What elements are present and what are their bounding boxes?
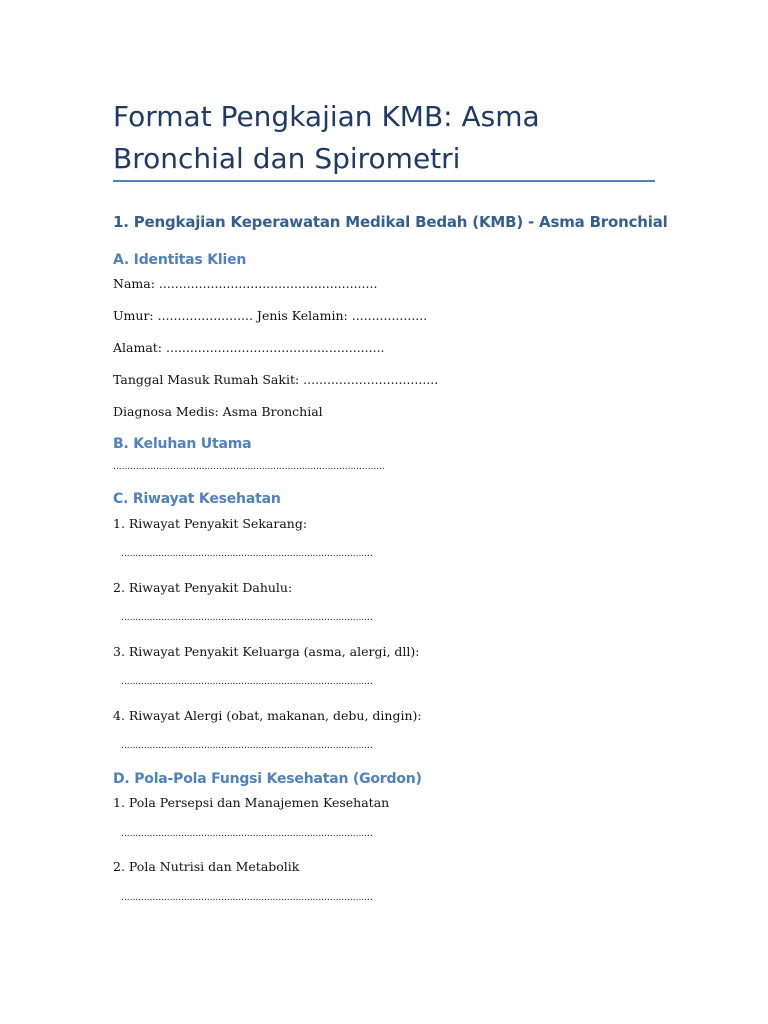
title-underline [113,180,655,182]
riwayat-item-blank: ........................................................................................ [121,741,373,751]
riwayat-item-label: 2. Riwayat Penyakit Dahulu: [113,580,293,595]
pola-item-blank: ........................................................................................ [121,893,373,903]
riwayat-heading: C. Riwayat Kesehatan [113,491,281,507]
pola-item-label: 2. Pola Nutrisi dan Metabolik [113,859,300,874]
umur-jenis-kelamin-field: Umur: ........................ Jenis Kelamin: ................... [113,308,428,323]
riwayat-item-label: 4. Riwayat Alergi (obat, makanan, debu, dingin): [113,708,422,723]
riwayat-item-blank: ........................................................................................ [121,549,373,559]
alamat-field: Alamat: ....................................................... [113,340,385,355]
identitas-heading: A. Identitas Klien [113,252,247,268]
riwayat-item-label: 3. Riwayat Penyakit Keluarga (asma, alergi, dll): [113,644,420,659]
title-line-2: Bronchial dan Spirometri [113,142,461,175]
pola-heading: D. Pola-Pola Fungsi Kesehatan (Gordon) [113,771,422,787]
riwayat-item-blank: ........................................................................................ [121,677,373,687]
keluhan-heading: B. Keluhan Utama [113,436,252,452]
pola-item-label: 1. Pola Persepsi dan Manajemen Kesehatan [113,795,390,810]
pola-item-blank: ........................................................................................ [121,829,373,839]
document-title [113,96,655,180]
section-1-heading: 1. Pengkajian Keperawatan Medikal Bedah (KMB) - Asma Bronchial [113,213,668,231]
tanggal-masuk-field: Tanggal Masuk Rumah Sakit: .................................. [113,372,439,387]
nama-field: Nama: ....................................................... [113,276,378,291]
riwayat-item-label: 1. Riwayat Penyakit Sekarang: [113,516,308,531]
title-line-1: Format Pengkajian KMB: Asma [113,100,540,133]
keluhan-blank: ............................................................................................... [113,462,385,472]
riwayat-item-blank: ........................................................................................ [121,613,373,623]
diagnosa-field: Diagnosa Medis: Asma Bronchial [113,404,323,419]
